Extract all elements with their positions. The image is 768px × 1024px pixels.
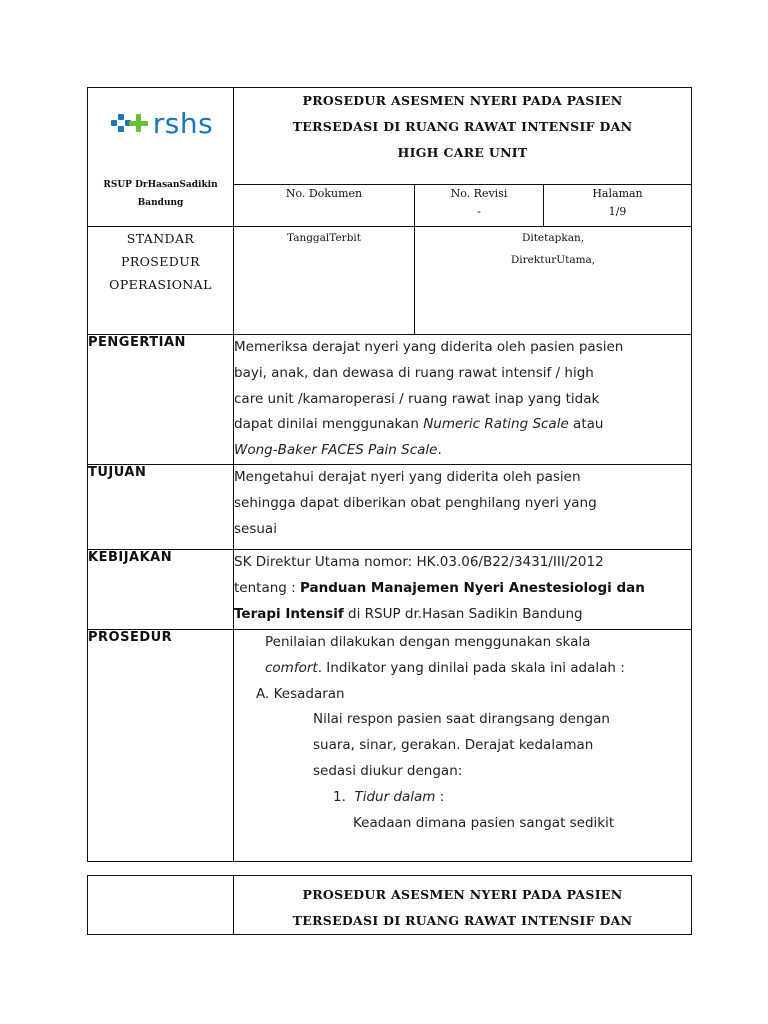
tujuan-line3: sesuai <box>234 520 277 537</box>
prosedur-line1: Penilaian dilakukan dengan menggunakan skala <box>265 633 591 650</box>
pengertian-line1: Memeriksa derajat nyeri yang diderita oleh pasien pasien <box>234 339 624 355</box>
pengertian-line3: care unit /kamaroperasi / ruang rawat inap yang tidak <box>234 390 600 407</box>
logo-text: rshs <box>152 107 214 140</box>
pengertian-line4-post: atau <box>568 416 604 433</box>
kebijakan-line2-pre: tentang : <box>234 579 300 596</box>
next-page-table <box>87 875 692 935</box>
prosedur-body <box>234 629 692 861</box>
prosedur-label: PROSEDUR <box>88 629 234 861</box>
kebijakan-line3-bold: Terapi Intensif <box>234 605 344 622</box>
prosedur-line8: Keadaan dimana pasien sangat sedikit <box>353 814 615 831</box>
prosedur-line6: sedasi diukur dengan: <box>313 762 463 779</box>
prosedur-item-a: A. Kesadaran <box>256 685 345 702</box>
sop-line2: PROSEDUR <box>121 254 200 269</box>
issue-date-cell <box>234 227 415 335</box>
prosedur-item-1-num: 1. <box>333 788 355 805</box>
approved-line1: Ditetapkan, <box>521 232 585 244</box>
tujuan-line2: sehingga dapat diberikan obat penghilang nyeri yang <box>234 494 597 511</box>
sop-label-cell <box>88 227 234 335</box>
pengertian-body <box>234 335 692 465</box>
doc-number-cell <box>234 185 415 227</box>
tujuan-label: TUJUAN <box>88 464 234 549</box>
rshs-cross-icon <box>108 112 150 136</box>
hospital-name <box>88 176 233 212</box>
prosedur-line2 <box>234 656 691 682</box>
prosedur-item-1 <box>234 785 691 811</box>
sop-line1: STANDAR <box>126 231 195 246</box>
kebijakan-line2 <box>234 576 691 602</box>
next-page-title <box>234 876 692 935</box>
pengertian-line4-pre: dapat dinilai menggunakan <box>234 416 424 433</box>
hospital-logo <box>88 107 233 140</box>
approval-cell <box>415 227 692 335</box>
title-line2: TERSEDASI DI RUANG RAWAT INTENSIF DAN <box>292 119 633 134</box>
page-value: 1/9 <box>608 205 627 218</box>
pengertian-line5-em: Wong-Baker FACES Pain Scale <box>234 442 438 459</box>
logo-cell <box>88 88 234 227</box>
revision-value: - <box>477 205 481 218</box>
kebijakan-line3 <box>234 602 691 628</box>
title-line3: HIGH CARE UNIT <box>397 145 528 160</box>
document-title <box>234 88 692 185</box>
page-cell <box>544 185 692 227</box>
tujuan-line1: Mengetahui derajat nyeri yang diderita oleh pasien <box>234 468 581 485</box>
sop-line3: OPERASIONAL <box>109 277 212 292</box>
hospital-name-line1: RSUP DrHasanSadikin <box>103 180 218 190</box>
sop-document-table <box>87 87 692 862</box>
pengertian-line5-post: . <box>437 442 442 459</box>
next-title-line1: PROSEDUR ASESMEN NYERI PADA PASIEN <box>302 887 623 902</box>
revision-label: No. Revisi <box>450 187 508 200</box>
hospital-name-line2: Bandung <box>137 198 184 208</box>
kebijakan-line3-post: di RSUP dr.Hasan Sadikin Bandung <box>343 605 583 622</box>
prosedur-item-1-em: Tidur dalam <box>354 788 436 805</box>
kebijakan-body <box>234 549 692 629</box>
kebijakan-line2-bold: Panduan Manajemen Nyeri Anestesiologi dan <box>299 579 645 596</box>
tujuan-body <box>234 464 692 549</box>
pengertian-line4 <box>234 412 691 438</box>
prosedur-line4: Nilai respon pasien saat dirangsang dengan <box>313 711 610 728</box>
pengertian-line5 <box>234 438 691 464</box>
title-line1: PROSEDUR ASESMEN NYERI PADA PASIEN <box>302 93 623 108</box>
doc-number-label: No. Dokumen <box>285 187 363 200</box>
revision-cell <box>415 185 544 227</box>
kebijakan-label: KEBIJAKAN <box>88 549 234 629</box>
pengertian-label: PENGERTIAN <box>88 335 234 465</box>
pengertian-line4-em: Numeric Rating Scale <box>423 416 569 433</box>
prosedur-line2-post: . Indikator yang dinilai pada skala ini adalah : <box>317 659 625 676</box>
issue-date-label: TanggalTerbit <box>287 232 361 244</box>
pengertian-line2: bayi, anak, dan dewasa di ruang rawat intensif / high <box>234 364 594 381</box>
prosedur-item-1-post: : <box>435 788 445 805</box>
kebijakan-line1: SK Direktur Utama nomor: HK.03.06/B22/3431/III/2012 <box>234 553 604 570</box>
next-page-logo-cell <box>88 876 234 935</box>
page-label: Halaman <box>592 187 643 200</box>
approved-line2: DirekturUtama, <box>510 254 596 266</box>
next-title-line2: TERSEDASI DI RUANG RAWAT INTENSIF DAN <box>292 913 633 928</box>
prosedur-line5: suara, sinar, gerakan. Derajat kedalaman <box>313 737 594 754</box>
prosedur-line2-em: comfort <box>265 659 318 676</box>
